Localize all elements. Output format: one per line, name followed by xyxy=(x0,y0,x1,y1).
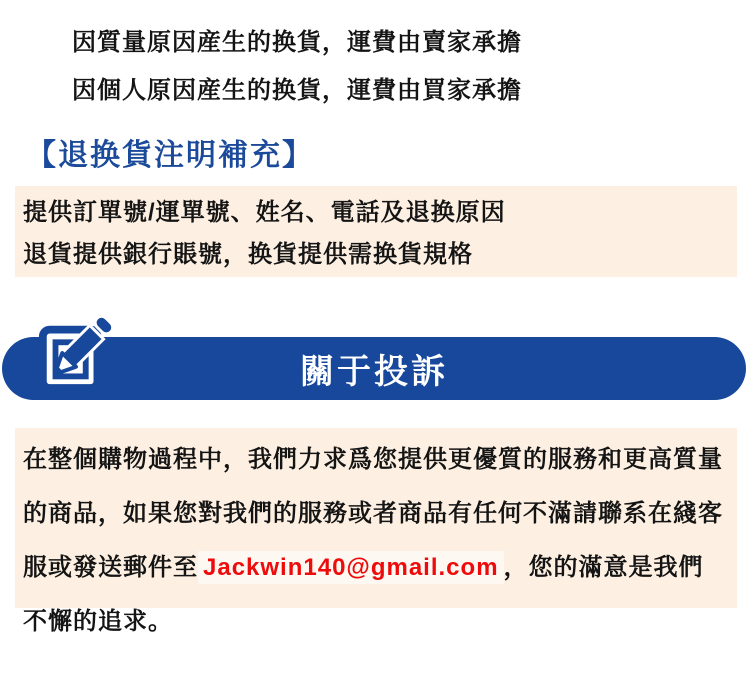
exchange-policy-seller-line: 因質量原因産生的换貨，運費由賣家承擔 xyxy=(72,29,522,56)
return-note-line: 提供訂單號/運單號、姓名、電話及退换原因 xyxy=(23,199,506,226)
complaint-paragraph xyxy=(23,433,725,649)
edit-note-icon xyxy=(37,312,113,394)
return-note-line: 退貨提供銀行賬號，换貨提供需换貨規格 xyxy=(23,241,473,268)
return-note-panel xyxy=(15,186,737,277)
complaint-banner-title: 關于投訴 xyxy=(300,353,448,391)
complaint-text-prefix: 在整個購物過程中，我們力求爲您提供更優質的服務和更高質量的商品，如果您對我們的服務或者商品有任何不滿請聯系在綫客服或發送郵件至 xyxy=(23,446,723,581)
complaint-text-suffix: ，您的滿意是我們不懈的追求。 xyxy=(23,554,704,635)
complaint-panel xyxy=(15,428,737,635)
return-note-section-title: 【退换貨注明補充】 xyxy=(26,139,314,172)
contact-email-link[interactable]: Jackwin140@gmail.com xyxy=(198,551,504,584)
complaint-banner xyxy=(2,337,746,400)
exchange-policy-buyer-line: 因個人原因産生的换貨，運費由買家承擔 xyxy=(72,77,522,104)
